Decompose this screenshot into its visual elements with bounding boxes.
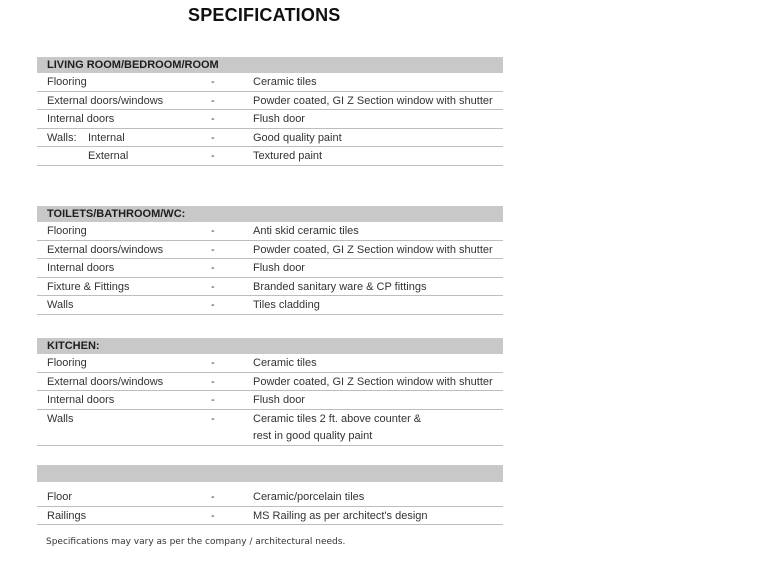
- spec-item: Flooring: [47, 357, 87, 369]
- spec-value: Anti skid ceramic tiles: [253, 225, 359, 237]
- spec-dash: -: [211, 76, 215, 88]
- spec-item: Fixture & Fittings: [47, 280, 130, 293]
- spec-subitem: External: [88, 150, 129, 162]
- spec-dash: -: [211, 243, 215, 256]
- spec-row: [37, 259, 503, 278]
- spec-row: [37, 296, 503, 315]
- spec-value-continued: rest in good quality paint: [253, 429, 373, 442]
- spec-item: Railings: [47, 509, 87, 522]
- spec-item: Internal doors: [47, 394, 115, 406]
- spec-row: [37, 241, 503, 260]
- spec-row: [37, 507, 503, 526]
- spec-value: Flush door: [253, 262, 305, 274]
- spec-row: [37, 488, 503, 507]
- spec-item: Walls: [47, 412, 74, 425]
- spec-item: Floor: [47, 491, 73, 503]
- spec-row: [37, 73, 503, 92]
- section-living-room: [37, 57, 503, 166]
- spec-item: Flooring: [47, 225, 87, 237]
- spec-item: Internal doors: [47, 262, 115, 274]
- spec-value: Ceramic tiles 2 ft. above counter &: [253, 412, 422, 425]
- spec-dash: -: [211, 509, 215, 522]
- spec-row: [37, 222, 503, 241]
- spec-item: External doors/windows: [47, 375, 164, 388]
- spec-item: Internal doors: [47, 113, 115, 125]
- spec-row: [37, 129, 503, 148]
- spec-row: [37, 373, 503, 392]
- spec-dash: -: [211, 299, 215, 311]
- spec-dash: -: [211, 280, 215, 293]
- spec-dash: -: [211, 150, 215, 162]
- spec-row: [37, 92, 503, 111]
- section-header: [37, 465, 503, 482]
- section-kitchen: [37, 338, 503, 446]
- spec-item: External doors/windows: [47, 94, 164, 107]
- spec-value: Flush door: [253, 113, 305, 125]
- section-toilets: [37, 206, 503, 315]
- spec-row: [37, 354, 503, 373]
- spec-dash: -: [211, 131, 215, 144]
- spec-row: [37, 410, 503, 446]
- spec-value: Ceramic tiles: [253, 357, 317, 369]
- spec-row: [37, 278, 503, 297]
- spec-value: Ceramic tiles: [253, 76, 317, 88]
- spec-dash: -: [211, 225, 215, 237]
- spec-value: Good quality paint: [253, 131, 342, 144]
- page-title: SPECIFICATIONS: [188, 5, 341, 25]
- spec-value: Flush door: [253, 394, 305, 406]
- spec-dash: -: [211, 412, 215, 425]
- spec-row: [37, 391, 503, 410]
- spec-value: Ceramic/porcelain tiles: [253, 491, 365, 503]
- spec-value: Powder coated, GI Z Section window with shutter: [253, 243, 493, 256]
- section-header: TOILETS/BATHROOM/WC:: [37, 206, 503, 222]
- spec-item: Walls: [47, 299, 74, 311]
- spec-subitem: Internal: [88, 131, 125, 144]
- spec-row: [37, 147, 503, 166]
- spec-value: Powder coated, GI Z Section window with shutter: [253, 375, 493, 388]
- spec-value: Tiles cladding: [253, 299, 320, 311]
- spec-item: Walls:: [47, 131, 77, 144]
- spec-dash: -: [211, 262, 215, 274]
- section-header: KITCHEN:: [37, 338, 503, 354]
- spec-value: Branded sanitary ware & CP fittings: [253, 280, 427, 293]
- spec-dash: -: [211, 491, 215, 503]
- spec-item: Flooring: [47, 76, 87, 88]
- spec-value: Powder coated, GI Z Section window with shutter: [253, 94, 493, 107]
- footer-note: Specifications may vary as per the company / architectural needs.: [46, 537, 346, 547]
- spec-dash: -: [211, 357, 215, 369]
- spec-item: External doors/windows: [47, 243, 164, 256]
- spec-row: [37, 110, 503, 129]
- spec-value: MS Railing as per architect's design: [253, 509, 428, 522]
- spec-dash: -: [211, 113, 215, 125]
- spec-dash: -: [211, 394, 215, 406]
- spec-dash: -: [211, 375, 215, 388]
- section-balcony: [37, 465, 503, 525]
- section-header: LIVING ROOM/BEDROOM/ROOM: [37, 57, 503, 73]
- spec-dash: -: [211, 94, 215, 107]
- spec-value: Textured paint: [253, 150, 323, 162]
